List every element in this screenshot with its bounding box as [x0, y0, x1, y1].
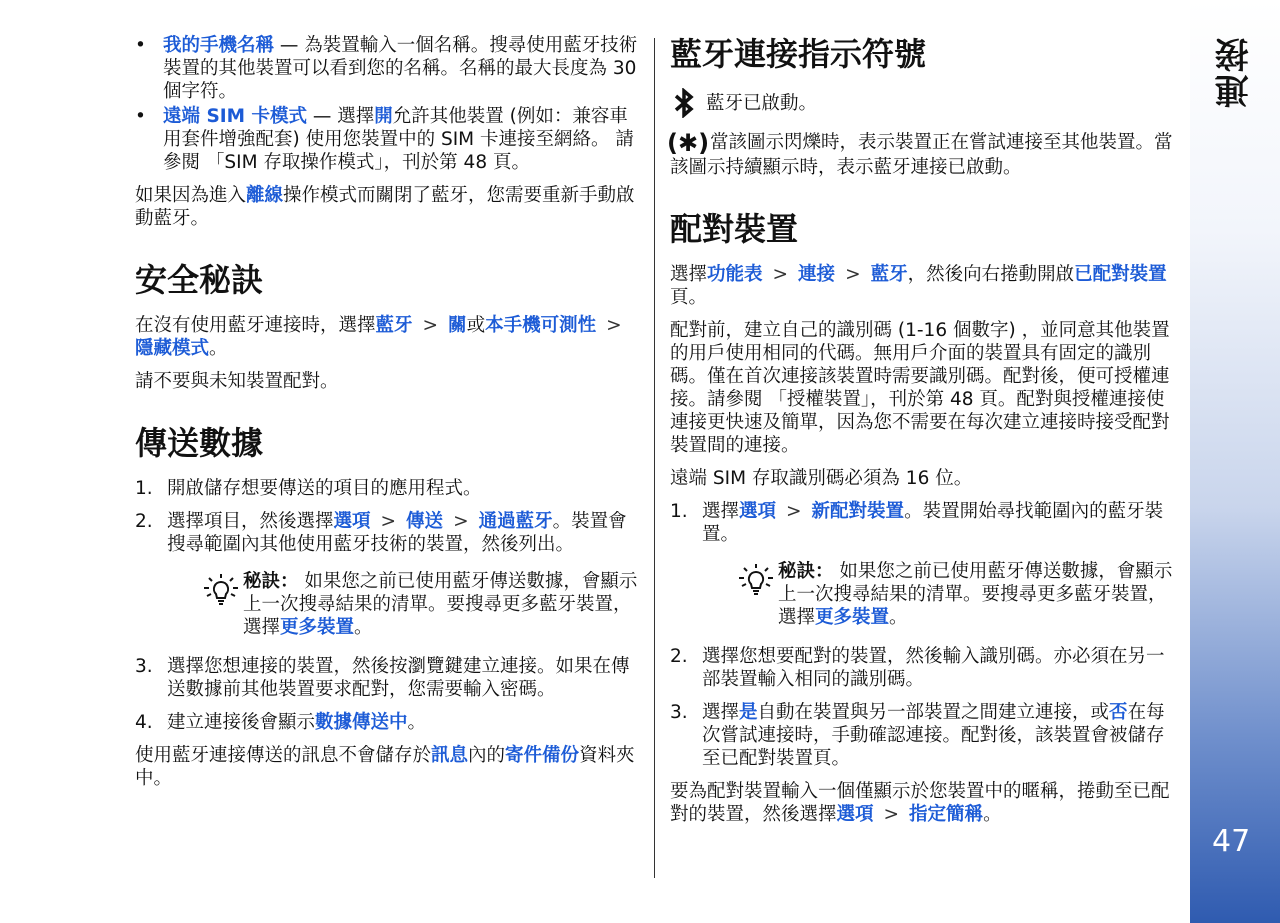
steps-list: [135, 477, 640, 734]
pairing-section: [670, 209, 1175, 826]
section-heading: 藍牙連接指示符號: [670, 35, 927, 73]
security-section: [135, 260, 640, 393]
section-heading: 配對裝置: [670, 210, 799, 248]
paragraph: (✱)當該圖示閃爍時，表示裝置正在嘗試連接至其他裝置。當該圖示持續顯示時，表示藍牙連接已啟動。: [666, 128, 1173, 178]
list-item: • 遠端 SIM 卡模式 — 選擇開允許其他裝置 (例如：兼容車用套件增強配套) 使用您裝置中的 SIM 卡連接至網絡。 請參閱 「SIM 存取操作模式」，刊於第 48 頁。: [135, 105, 640, 174]
list-item: 2. 選擇您想要配對的裝置，然後輸入識別碼。亦必須在另一部裝置輸入相同的識別碼。: [670, 646, 1165, 690]
right-column: [666, 34, 1175, 836]
bluetooth-blinking-icon: (✱): [666, 128, 710, 157]
lightbulb-icon: [201, 574, 241, 608]
page-number: 47: [1212, 824, 1251, 859]
link-options[interactable]: 選項: [836, 804, 874, 825]
list-item: 2. 選擇項目，然後選擇選項 > 傳送 > 通過藍牙。裝置會搜尋範圍內其他使用藍牙技術的裝置，然後列出。 秘訣： 如果您之前已使用藍牙傳送數據，會顯示上一次搜尋結果的清單。要搜尋更多藍牙裝置，選擇更多裝置。: [135, 510, 640, 639]
link-my-phone-name[interactable]: 我的手機名稱: [163, 35, 275, 56]
link-connectivity[interactable]: 連接: [798, 264, 836, 285]
list-item: 3. 選擇是自動在裝置與另一部裝置之間建立連接，或否在每次嘗試連接時，手動確認連接。配對後，該裝置會被儲存至已配對裝置頁。: [670, 702, 1165, 769]
link-more-devices[interactable]: 更多裝置: [280, 617, 355, 638]
paragraph: 選擇功能表 > 連接 > 藍牙，然後向右捲動開啟已配對裝置頁。: [670, 264, 1167, 308]
section-heading: 安全秘訣: [135, 261, 264, 299]
chapter-sidebar: [1190, 0, 1280, 923]
link-no[interactable]: 否: [1109, 702, 1128, 723]
indicators-section: [666, 34, 1175, 179]
paragraph: 要為配對裝置輸入一個僅顯示於您裝置中的暱稱，捲動至已配對的裝置，然後選擇選項 > 指定簡稱。: [670, 781, 1170, 825]
link-bluetooth[interactable]: 藍牙: [870, 264, 908, 285]
link-sent-items[interactable]: 寄件備份: [505, 745, 580, 766]
send-data-section: [135, 423, 640, 790]
link-on[interactable]: 開: [374, 106, 393, 127]
paragraph: 請不要與未知裝置配對。: [135, 371, 339, 392]
link-more-devices[interactable]: 更多裝置: [815, 607, 890, 628]
link-sending-data[interactable]: 數據傳送中: [315, 712, 408, 733]
bluetooth-on-line: 藍牙已啟動。: [670, 88, 1175, 118]
lightbulb-icon: [736, 564, 776, 598]
link-visibility[interactable]: 本手機可測性: [485, 315, 597, 336]
link-send[interactable]: 傳送: [406, 511, 444, 532]
list-item: 3. 選擇您想連接的裝置，然後按瀏覽鍵建立連接。如果在傳送數據前其他裝置要求配對，您需要輸入密碼。: [135, 656, 630, 700]
link-menu[interactable]: 功能表: [707, 264, 763, 285]
paragraph: 遠端 SIM 存取識別碼必須為 16 位。: [670, 468, 973, 489]
link-options[interactable]: 選項: [739, 501, 777, 522]
link-remote-sim[interactable]: 遠端 SIM 卡模式: [163, 106, 307, 127]
list-item: 1. 選擇選項 > 新配對裝置。裝置開始尋找範圍內的藍牙裝置。 秘訣： 如果您之前已使用藍牙傳送數據，會顯示上一次搜尋結果的清單。要搜尋更多藍牙裝置，選擇更多裝置。: [670, 500, 1175, 629]
link-assign-short-name[interactable]: 指定簡稱: [909, 804, 984, 825]
chapter-title: 連接: [1215, 36, 1255, 108]
tip-box: 秘訣： 如果您之前已使用藍牙傳送數據，會顯示上一次搜尋結果的清單。要搜尋更多藍牙裝置，選擇更多裝置。: [702, 560, 1175, 629]
link-bluetooth[interactable]: 藍牙: [375, 315, 413, 336]
settings-bullet-list: [135, 34, 640, 174]
column-divider: [654, 38, 655, 878]
link-messaging[interactable]: 訊息: [431, 745, 469, 766]
paragraph: 配對前，建立自己的識別碼 (1-16 個數字) ，並同意其他裝置的用戶使用相同的代碼。無用戶介面的裝置具有固定的識別碼。僅在首次連接該裝置時需要識別碼。配對後，便可授權連接。請參閱 「授權裝置」，刊於第 48 頁。配對與授權連接使連接更快速及簡單，因為您不需要在每次建立連接時接受配對裝置間的連接。: [670, 320, 1170, 456]
list-item: 4. 建立連接後會顯示數據傳送中。: [135, 712, 427, 733]
left-column: [135, 34, 640, 800]
bluetooth-icon: [670, 88, 698, 118]
paragraph: 使用藍牙連接傳送的訊息不會儲存於訊息內的寄件備份資料夾中。: [135, 745, 635, 789]
link-off[interactable]: 關: [448, 315, 467, 336]
link-paired-devices[interactable]: 已配對裝置: [1074, 264, 1167, 285]
link-new-paired-device[interactable]: 新配對裝置: [811, 501, 905, 522]
list-item: • 我的手機名稱 — 為裝置輸入一個名稱。搜尋使用藍牙技術裝置的其他裝置可以看到您的名稱。名稱的最大長度為 30 個字符。: [135, 34, 640, 103]
link-offline[interactable]: 離線: [246, 185, 284, 206]
tip-box: 秘訣： 如果您之前已使用藍牙傳送數據，會顯示上一次搜尋結果的清單。要搜尋更多藍牙裝置，選擇更多裝置。: [167, 570, 640, 639]
offline-paragraph: 如果因為進入離線操作模式而關閉了藍牙，您需要重新手動啟動藍牙。: [135, 185, 635, 229]
list-item: 1. 開啟儲存想要傳送的項目的應用程式。: [135, 478, 482, 499]
link-options[interactable]: 選項: [333, 511, 371, 532]
paragraph: 在沒有使用藍牙連接時，選擇藍牙 > 關或本手機可測性 >隱藏模式。: [135, 315, 622, 359]
section-heading: 傳送數據: [135, 424, 264, 462]
steps-list: [670, 500, 1175, 770]
link-yes[interactable]: 是: [739, 702, 758, 723]
link-via-bluetooth[interactable]: 通過藍牙: [478, 511, 553, 532]
link-hidden[interactable]: 隱藏模式: [135, 338, 210, 359]
